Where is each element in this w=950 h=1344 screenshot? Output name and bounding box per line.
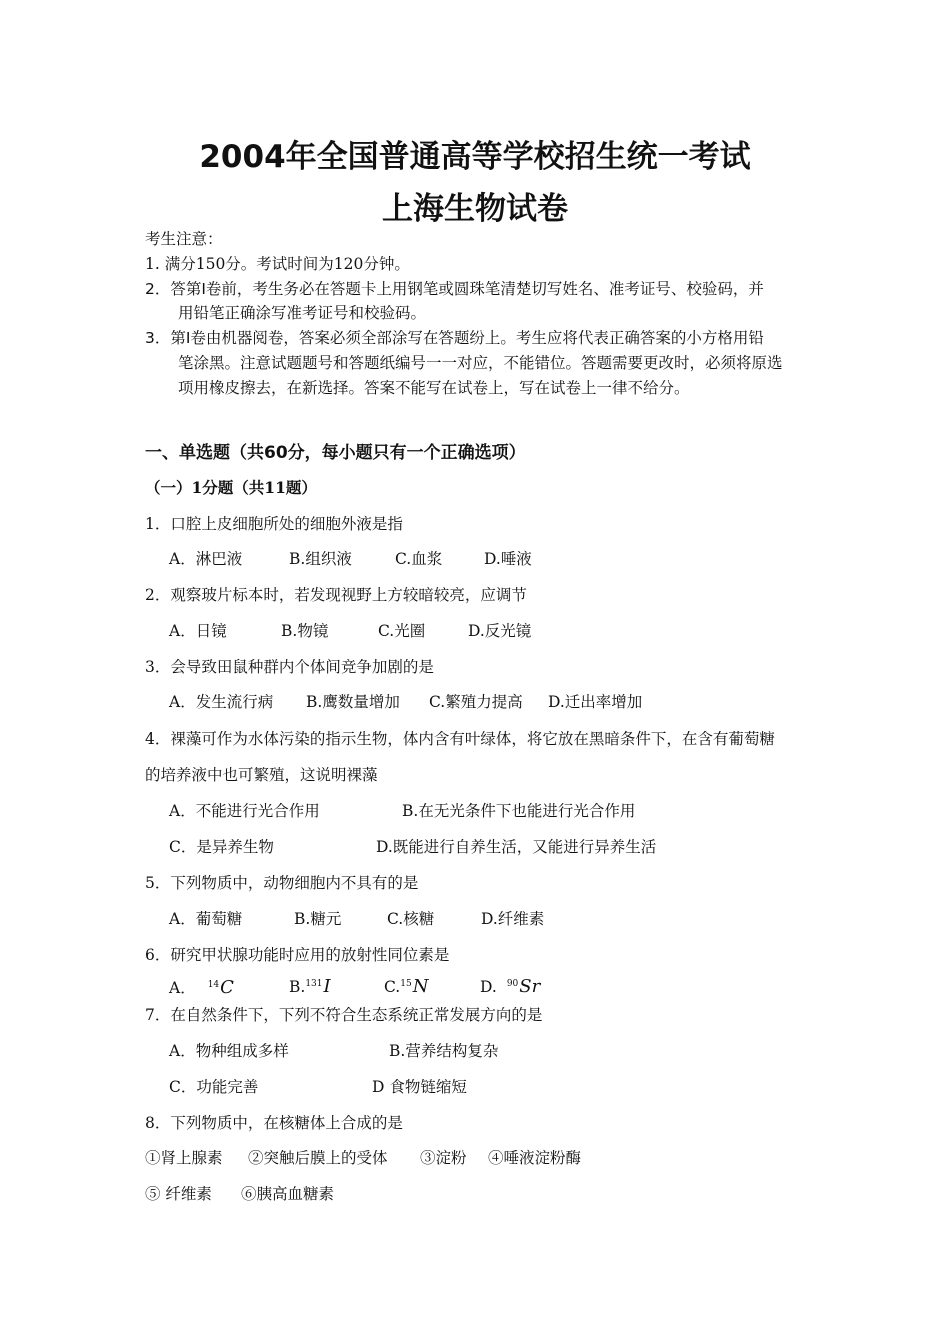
question-7-option-b: B.营养结构复杂: [389, 1042, 499, 1060]
mass-number: 14: [207, 980, 220, 990]
element-symbol: Sr: [519, 976, 541, 997]
question-6-stem: 6．研究甲状腺功能时应用的放射性同位素是: [145, 946, 450, 964]
option-label: A．: [169, 979, 196, 997]
question-8-item-3: ③淀粉: [420, 1149, 467, 1167]
question-5-option-d: D.纤维素: [481, 910, 545, 928]
question-2-option-b: B.物镜: [281, 622, 329, 640]
option-label: B.: [289, 978, 306, 996]
question-7-option-d: D 食物链缩短: [372, 1078, 467, 1096]
question-4-option-c: C．是异养生物: [169, 838, 274, 856]
question-1-option-a: A．淋巴液: [169, 550, 243, 568]
question-4-option-b: B.在无光条件下也能进行光合作用: [402, 802, 636, 820]
exam-title-line2: 上海生物试卷: [382, 191, 568, 227]
question-7-option-a: A．物种组成多样: [169, 1042, 289, 1060]
question-6-option-a: [169, 976, 234, 998]
question-1-option-c: C.血浆: [395, 550, 443, 568]
notice-heading: 考生注意：: [145, 230, 223, 248]
question-5-option-b: B.糖元: [294, 910, 342, 928]
option-label: C.: [384, 978, 401, 996]
question-4-stem: 4．裸藻可作为水体污染的指示生物，体内含有叶绿体，将它放在黑暗条件下，在含有葡萄糖: [145, 730, 775, 748]
question-2-option-d: D.反光镜: [468, 622, 532, 640]
question-2-stem: 2．观察玻片标本时，若发现视野上方较暗较亮，应调节: [145, 586, 527, 604]
question-3-option-d: D.迁出率增加: [548, 693, 643, 711]
section-subheading: （一）1分题（共11题）: [145, 478, 317, 497]
question-6-option-d: [480, 976, 540, 997]
element-symbol: C: [220, 977, 234, 998]
section-heading: 一、单选题（共60分，每小题只有一个正确选项）: [145, 443, 526, 463]
question-4-stem-cont: 的培养液中也可繁殖，这说明裸藻: [145, 766, 378, 784]
question-2-option-a: A．日镜: [169, 622, 227, 640]
question-1-option-b: B.组织液: [289, 550, 352, 568]
question-5-option-a: A．葡萄糖: [169, 910, 243, 928]
notice-item-2-cont: 用铅笔正确涂写准考证号和校验码。: [178, 304, 427, 322]
mass-number: 131: [305, 979, 323, 989]
question-8-item-2: ②突触后膜上的受体: [248, 1149, 388, 1167]
notice-item-2: 2．答第Ⅰ卷前，考生务必在答题卡上用钢笔或圆珠笔清楚切写姓名、准考证号、校验码，并: [145, 280, 764, 298]
option-label: D.: [480, 978, 497, 996]
question-3-option-a: A．发生流行病: [169, 693, 274, 711]
element-symbol: N: [412, 976, 429, 997]
question-4-option-a: A．不能进行光合作用: [169, 802, 320, 820]
question-1-option-d: D.唾液: [484, 550, 532, 568]
question-5-option-c: C.核糖: [387, 910, 435, 928]
element-symbol: I: [323, 976, 331, 997]
notice-item-3: 3．第Ⅰ卷由机器阅卷，答案必须全部涂写在答题纷上。考生应将代表正确答案的小方格用铅: [145, 329, 764, 347]
notice-item-1: 1. 满分150分。考试时间为120分钟。: [145, 255, 410, 273]
mass-number: 90: [506, 979, 519, 989]
question-8-item-5: ⑤ 纤维素: [145, 1185, 212, 1203]
question-3-stem: 3．会导致田鼠种群内个体间竞争加剧的是: [145, 658, 434, 676]
question-8-item-4: ④唾液淀粉酶: [488, 1149, 582, 1167]
notice-item-3-cont1: 笔涂黑。注意试题题号和答题纸编号一一对应，不能错位。答题需要更改时，必须将原选: [178, 354, 783, 372]
question-5-stem: 5．下列物质中，动物细胞内不具有的是: [145, 874, 419, 892]
question-8-item-1: ①肾上腺素: [145, 1149, 223, 1167]
question-1-stem: 1．口腔上皮细胞所处的细胞外液是指: [145, 515, 403, 533]
exam-title-line1: 2004年全国普通高等学校招生统一考试: [199, 139, 751, 175]
question-4-option-d: D.既能进行自养生活，又能进行异养生活: [376, 838, 657, 856]
question-6-option-c: [384, 976, 428, 997]
question-3-option-b: B.鹰数量增加: [306, 693, 400, 711]
question-7-option-c: C．功能完善: [169, 1078, 259, 1096]
question-8-stem: 8．下列物质中，在核糖体上合成的是: [145, 1114, 403, 1132]
notice-item-3-cont2: 项用橡皮擦去，在新选择。答案不能写在试卷上，写在试卷上一律不给分。: [178, 379, 690, 397]
question-3-option-c: C.繁殖力提高: [429, 693, 523, 711]
question-2-option-c: C.光圈: [378, 622, 426, 640]
question-6-option-b: [289, 976, 331, 997]
question-7-stem: 7．在自然条件下，下列不符合生态系统正常发展方向的是: [145, 1006, 543, 1024]
mass-number: 15: [400, 979, 412, 989]
question-8-item-6: ⑥胰高血糖素: [241, 1185, 335, 1203]
